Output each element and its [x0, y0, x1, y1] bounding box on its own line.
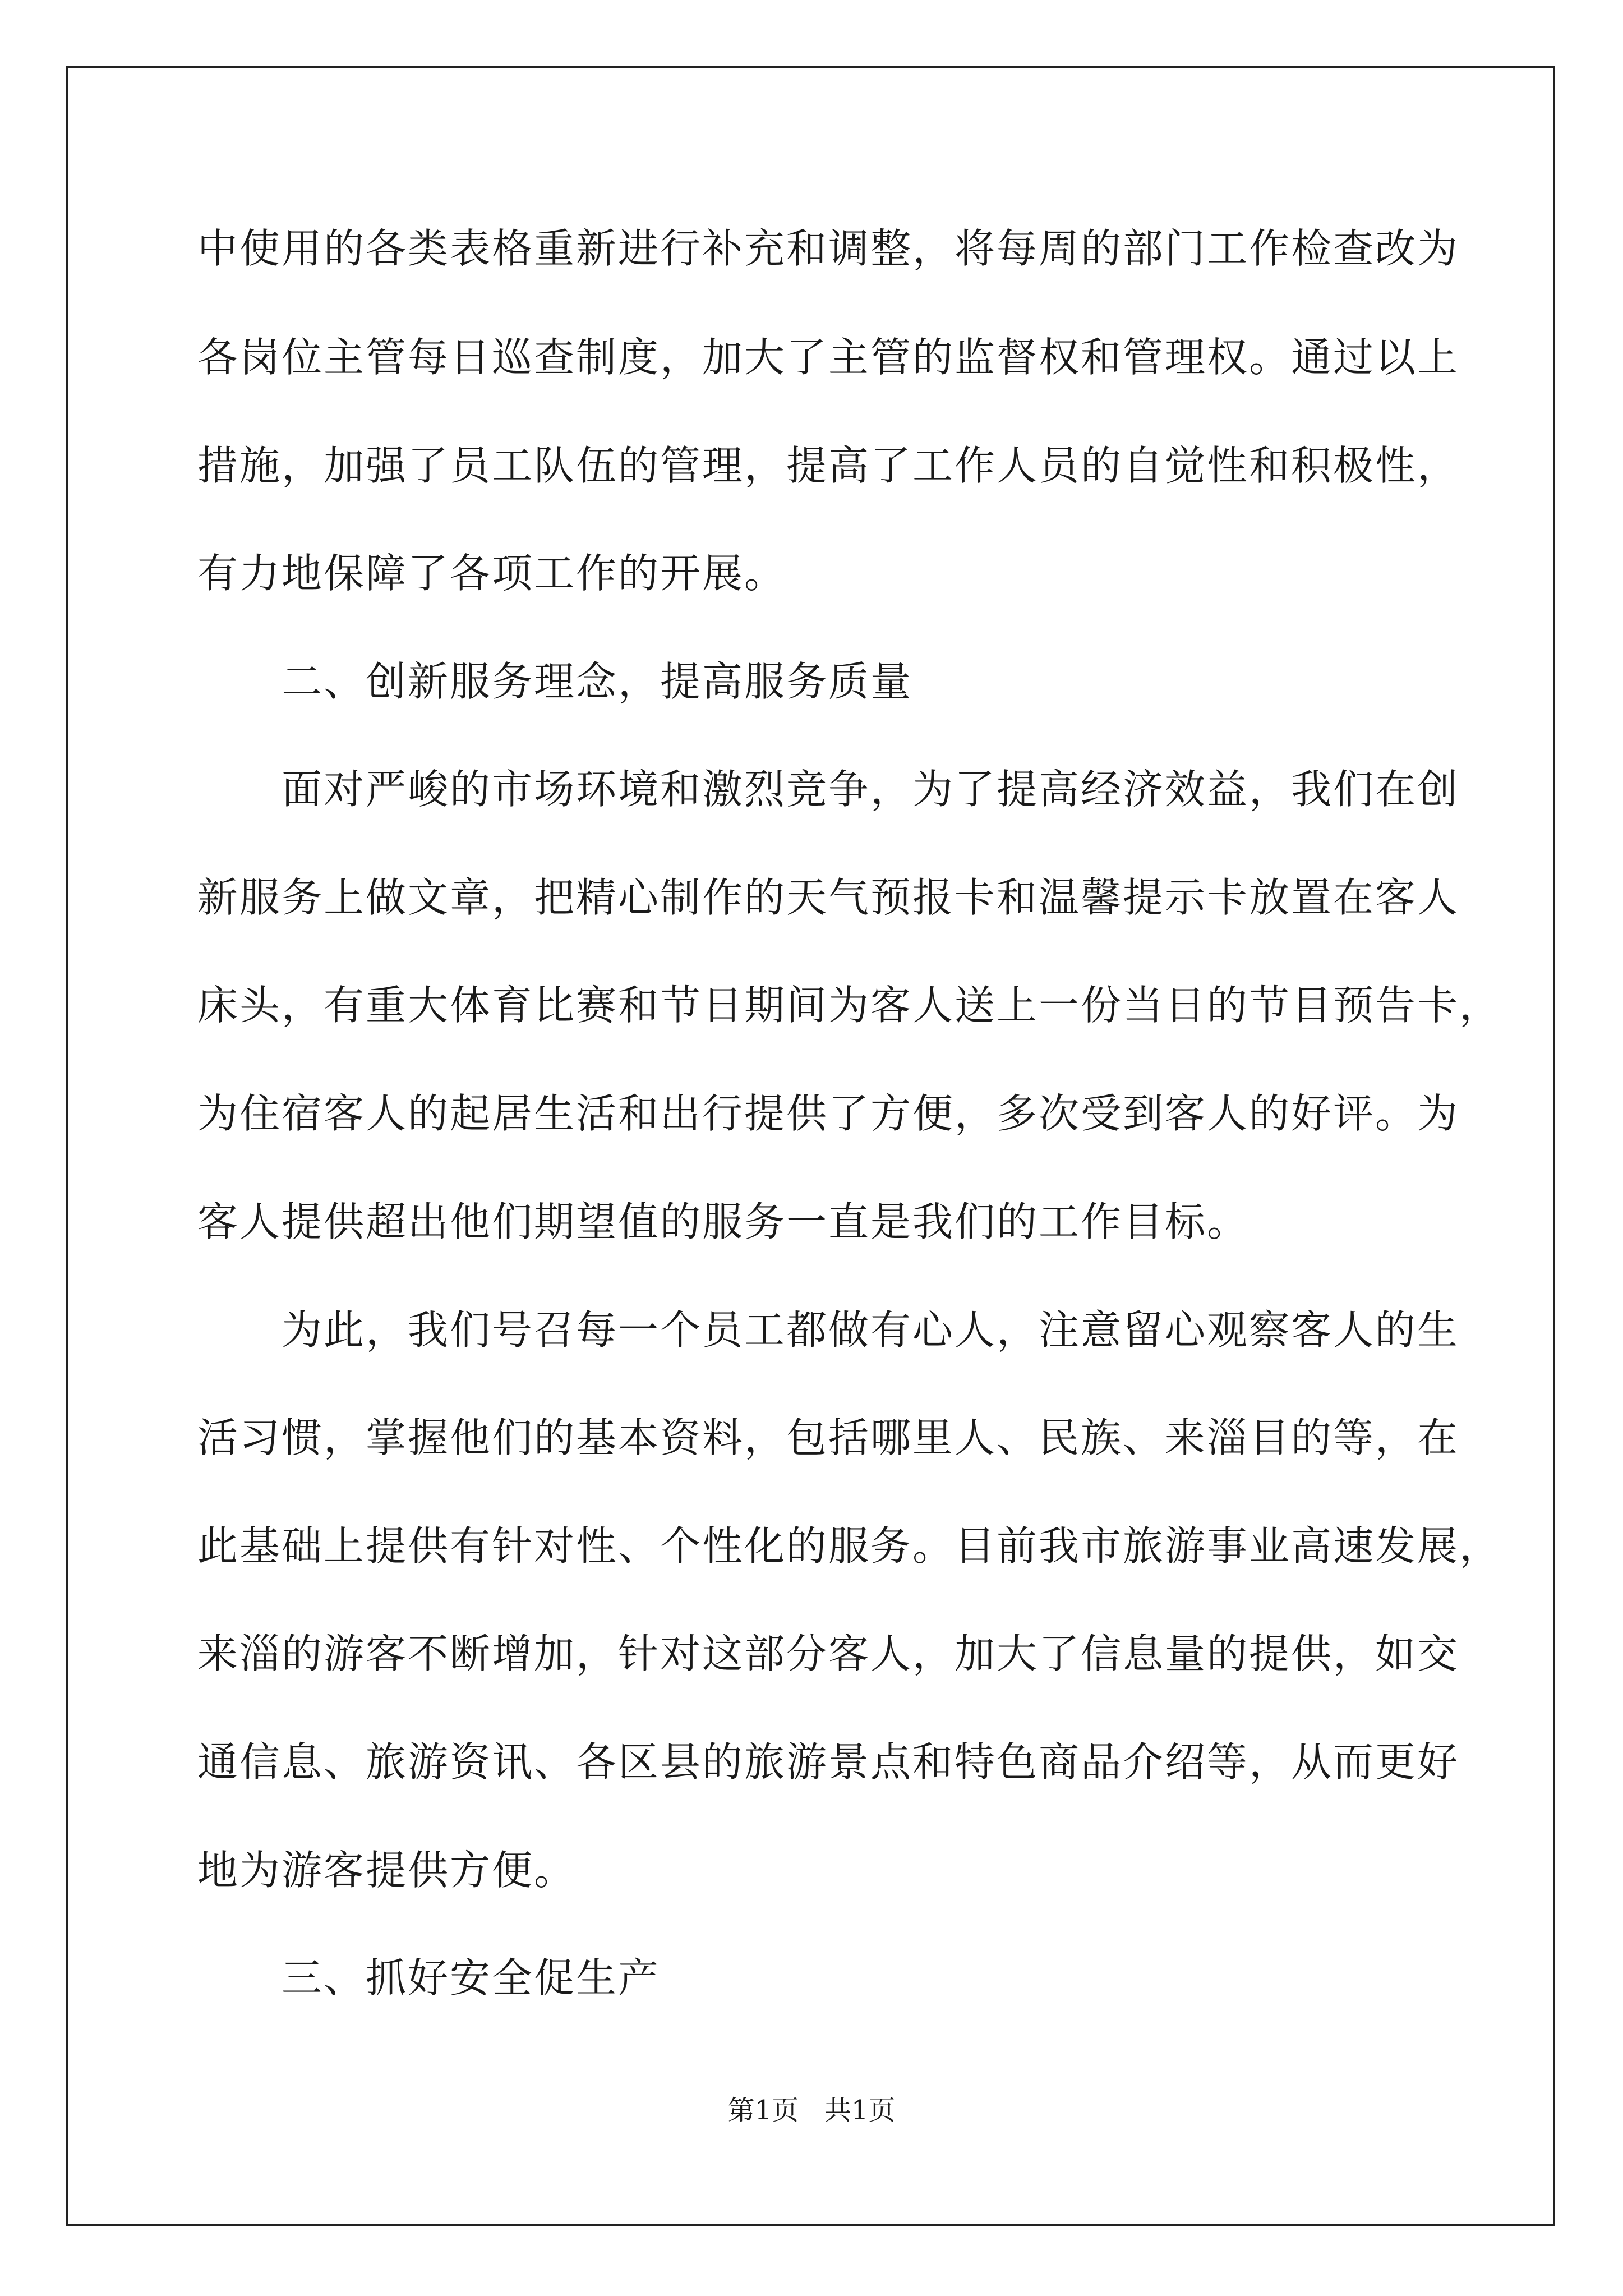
paragraph-line: 活习惯，掌握他们的基本资料，包括哪里人、民族、来淄目的等，在	[197, 1414, 1460, 1461]
section-heading: 三、抓好安全促生产	[282, 1954, 661, 2001]
page-footer: 第1页 共1页	[727, 2095, 896, 2126]
paragraph-line: 为此，我们号召每一个员工都做有心人，注意留心观察客人的生	[282, 1306, 1460, 1354]
paragraph-line: 地为游客提供方便。	[197, 1847, 577, 1894]
paragraph-line: 通信息、旅游资讯、各区县的旅游景点和特色商品介绍等，从而更好	[197, 1738, 1460, 1786]
paragraph-line: 来淄的游客不断增加，针对这部分客人，加大了信息量的提供，如交	[197, 1630, 1460, 1677]
paragraph-line: 为住宿客人的起居生活和出行提供了方便，多次受到客人的好评。为	[197, 1090, 1460, 1137]
paragraph-line: 各岗位主管每日巡查制度，加大了主管的监督权和管理权。通过以上	[197, 334, 1460, 381]
page-border	[66, 66, 1555, 2226]
paragraph-line: 面对严峻的市场环境和激烈竞争，为了提高经济效益，我们在创	[282, 766, 1460, 813]
paragraph-line: 客人提供超出他们期望值的服务一直是我们的工作目标。	[197, 1198, 1249, 1245]
paragraph-line: 有力地保障了各项工作的开展。	[197, 550, 787, 597]
section-heading: 二、创新服务理念，提高服务质量	[282, 658, 913, 705]
paragraph-line: 中使用的各类表格重新进行补充和调整，将每周的部门工作检查改为	[197, 225, 1460, 272]
paragraph-line: 床头，有重大体育比赛和节日期间为客人送上一份当日的节目预告卡，	[197, 982, 1502, 1029]
paragraph-line: 措施，加强了员工队伍的管理，提高了工作人员的自觉性和积极性，	[197, 442, 1460, 489]
paragraph-line: 此基础上提供有针对性、个性化的服务。目前我市旅游事业高速发展，	[197, 1522, 1502, 1570]
paragraph-line: 新服务上做文章，把精心制作的天气预报卡和温馨提示卡放置在客人	[197, 874, 1460, 921]
